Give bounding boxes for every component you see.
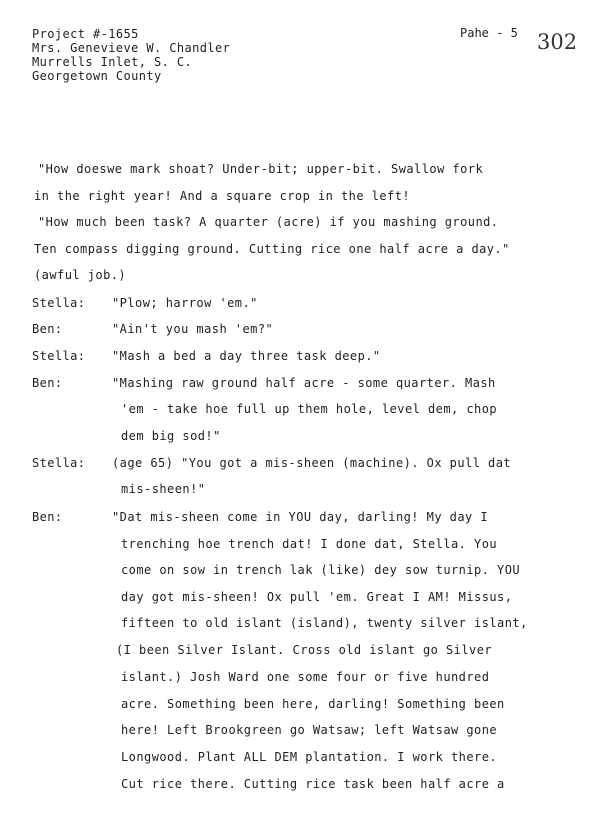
dialogue-line: fifteen to old islant (island), twenty silver islant, — [121, 616, 528, 630]
page-number: 302 — [537, 30, 578, 54]
dialogue-line: "Dat mis-sheen come in YOU day, darling! My day I — [112, 510, 489, 524]
speaker-label: Ben: — [32, 376, 63, 390]
dialogue-line: Longwood. Plant ALL DEM plantation. I work there. — [121, 750, 498, 764]
dialogue-line: here! Left Brookgreen go Watsaw; left Watsaw gone — [121, 723, 498, 737]
speaker-label: Ben: — [32, 510, 63, 524]
dialogue-line: (I been Silver Islant. Cross old islant go Silver — [116, 643, 493, 657]
dialogue-line: "Plow; harrow 'em." — [112, 296, 258, 310]
dialogue-line: "Ain't you mash 'em?" — [112, 322, 274, 336]
paragraph-line: (awful job.) — [34, 268, 127, 282]
dialogue-line: "Mash a bed a day three task deep." — [112, 349, 381, 363]
speaker-label: Stella: — [32, 456, 86, 470]
dialogue-line: come on sow in trench lak (like) dey sow turnip. YOU — [121, 563, 521, 577]
speaker-label: Stella: — [32, 296, 86, 310]
dialogue-line: (age 65) "You got a mis-sheen (machine). Ox pull dat — [112, 456, 512, 470]
project-number: Project #-1655 — [32, 27, 139, 41]
county: Georgetown County — [32, 69, 162, 83]
dialogue-line: 'em - take hoe full up them hole, level dem, chop — [121, 402, 498, 416]
dialogue-line: mis-sheen!" — [121, 482, 206, 496]
dialogue-line: day got mis-sheen! Ox pull 'em. Great I AM! Missus, — [121, 590, 513, 604]
dialogue-line: islant.) Josh Ward one some four or five hundred — [121, 670, 490, 684]
dialogue-line: acre. Something been here, darling! Something been — [121, 697, 505, 711]
page-label: Pahe - 5 — [460, 26, 518, 40]
speaker-label: Stella: — [32, 349, 86, 363]
dialogue-line: Cut rice there. Cutting rice task been half acre a — [121, 777, 505, 791]
paragraph-line: Ten compass digging ground. Cutting rice one half acre a day." — [34, 242, 510, 256]
paragraph-line: "How doeswe mark shoat? Under-bit; upper-bit. Swallow fork — [38, 162, 484, 176]
speaker-label: Ben: — [32, 322, 63, 336]
paragraph-line: "How much been task? A quarter (acre) if you mashing ground. — [38, 215, 499, 229]
dialogue-line: trenching hoe trench dat! I done dat, Stella. You — [121, 537, 498, 551]
author-location: Murrells Inlet, S. C. — [32, 55, 193, 69]
dialogue-line: "Mashing raw ground half acre - some quarter. Mash — [112, 376, 496, 390]
paragraph-line: in the right year! And a square crop in the left! — [34, 189, 411, 203]
dialogue-line: dem big sod!" — [121, 429, 221, 443]
author-name: Mrs. Genevieve W. Chandler — [32, 41, 231, 55]
